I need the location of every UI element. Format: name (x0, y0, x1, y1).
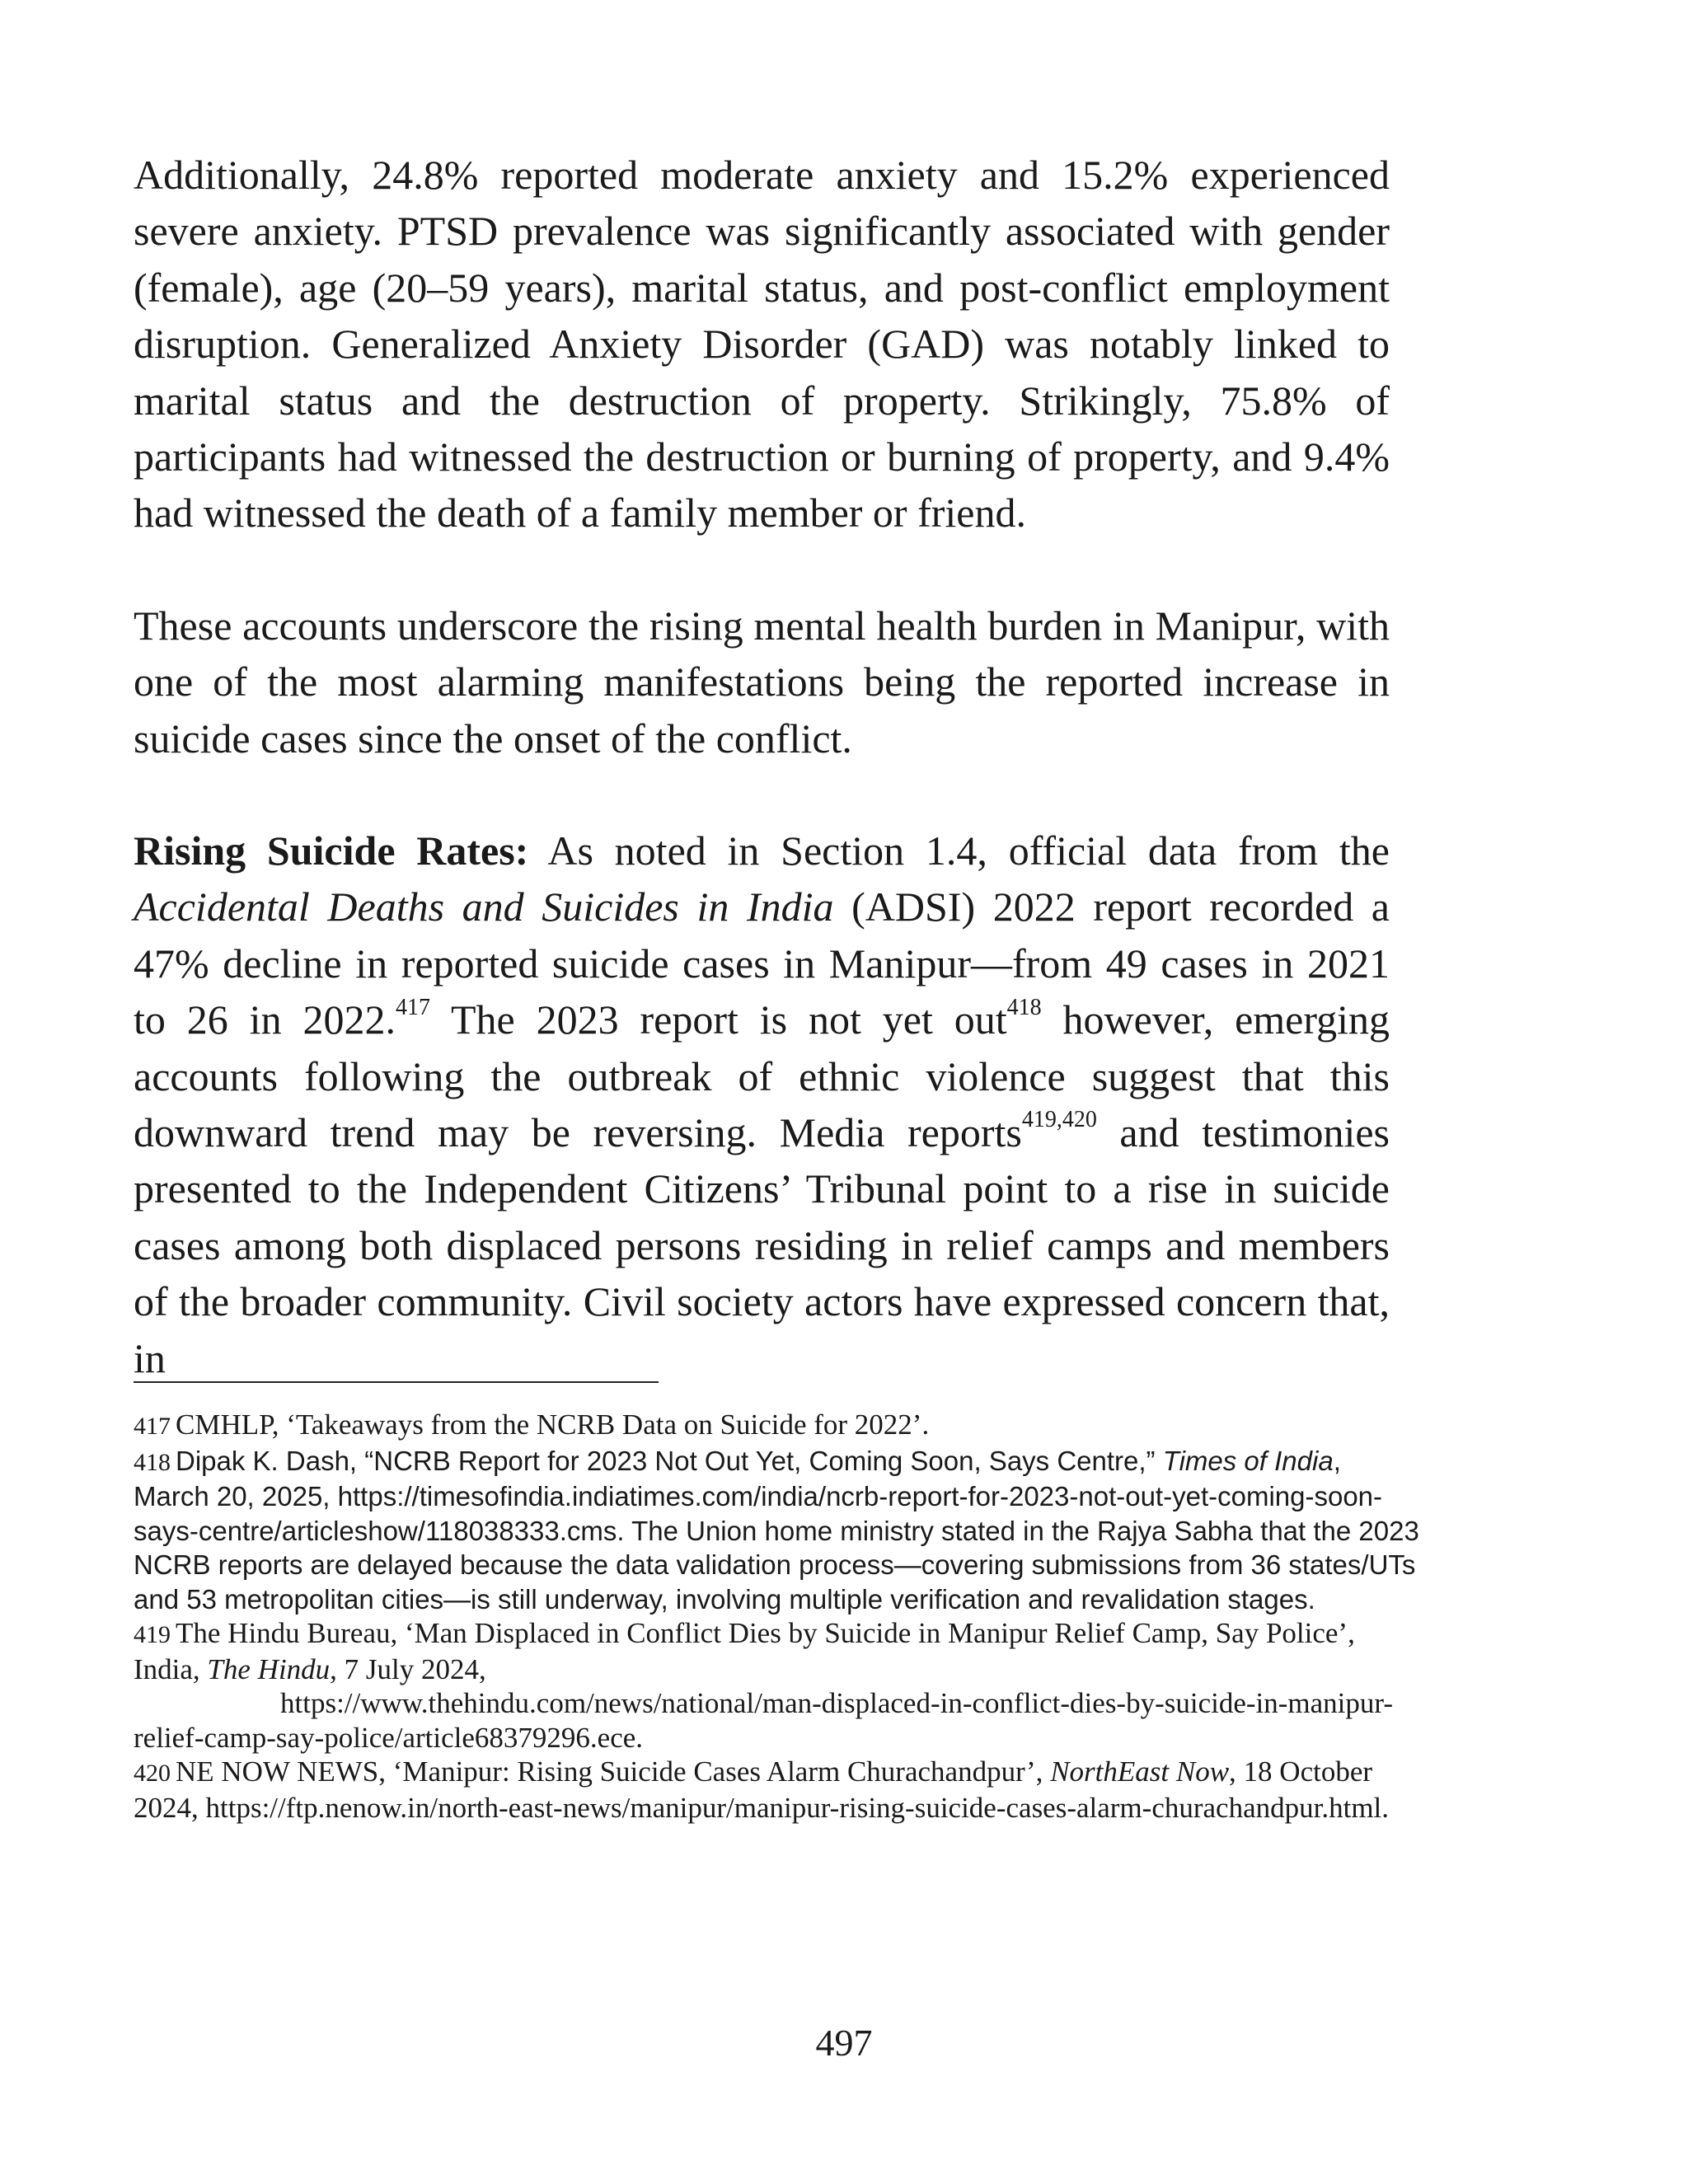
report-title: Accidental Deaths and Suicides in India (134, 883, 834, 930)
page-number: 497 (815, 2022, 873, 2064)
footnote-number: 420 (134, 1760, 171, 1787)
footnote-number: 419 (134, 1621, 171, 1648)
footnote-text: , 18 October 2024, https://ftp.nenow.in/north-east-news/manipur/manipur-rising-suicide-cases-alarm-churachandpur.html. (134, 1755, 1390, 1824)
footnote-ref-417[interactable]: 417 (395, 994, 430, 1020)
paragraph-text: As noted in Section 1.4, official data from the (528, 827, 1390, 874)
footnote-ref-419-420[interactable]: 419,420 (1021, 1107, 1097, 1133)
footnote-text: , 7 July 2024, (330, 1652, 486, 1685)
footnote-text: , March 20, 2025, https://timesofindia.indiatimes.com/india/ncrb-report-for-2023-not-out-yet-coming-soon-says-centre/articleshow/118038333.cms. The Union home ministry stated in the Rajya Sabha that the 2023 NCRB reports are delayed because the data validation process—covering submissions from 36 states/UTs and 53 metropolitan cities—is still underway, involving multiple verification and revalidation stages. (134, 1445, 1419, 1615)
footnote-text: CMHLP, ‘Takeaways from the NCRB Data on Suicide for 2022’. (176, 1408, 930, 1441)
footnote-number: 417 (134, 1413, 171, 1440)
footnote-text: Dipak K. Dash, “NCRB Report for 2023 Not Out Yet, Coming Soon, Says Centre,” (176, 1445, 1163, 1476)
paragraph-text: The 2023 report is not yet out (429, 996, 1007, 1043)
footnote-text: NE NOW NEWS, ‘Manipur: Rising Suicide Cases Alarm Churachandpur’, (176, 1755, 1051, 1788)
publication-title: Times of India (1162, 1445, 1334, 1476)
footnote-417 (134, 1408, 1419, 1444)
footnote-number: 418 (134, 1448, 171, 1476)
footnote-divider (134, 1381, 659, 1383)
section-lead-heading: Rising Suicide Rates: (134, 827, 529, 874)
paragraph-text: and testimonies presented to the Independent Citizens’ Tribunal point to a rise in suicide cases among both displaced persons residing in relief camps and members of the broader community. Civil society actors have expressed concern that, in (134, 1109, 1390, 1381)
footnote-418 (134, 1444, 1419, 1617)
footnotes-section (134, 1408, 1419, 1825)
footnote-ref-418[interactable]: 418 (1006, 994, 1042, 1020)
footnote-420 (134, 1755, 1419, 1825)
footnote-419 (134, 1616, 1419, 1755)
publication-title: The Hindu (207, 1652, 331, 1685)
footnote-text: The Hindu Bureau, ‘Man Displaced in Conflict Dies by Suicide in Manipur Relief Camp, Say Police’, India, (134, 1617, 1355, 1685)
paragraph-text: (ADSI) 2022 report recorded a 47% decline in reported suicide cases in Manipur—from 49 cases in 2021 to 26 in 2022. (134, 883, 1390, 1043)
paragraph-mental-health-burden: These accounts underscore the rising mental health burden in Manipur, with one of the most alarming manifestations being the reported increase in suicide cases since the onset of the conflict. (134, 602, 1390, 762)
paragraph-ptsd-findings: Additionally, 24.8% reported moderate anxiety and 15.2% experienced severe anxiety. PTSD prevalence was significantly associated with gender (female), age (20–59 years), marital status, and post-conflict employment disruption. Generalized Anxiety Disorder (GAD) was notably linked to marital status and the destruction of property. Strikingly, 75.8% of participants had witnessed the destruction or burning of property, and 9.4% had witnessed the death of a family member or friend. (134, 152, 1390, 537)
publication-title: NorthEast Now (1050, 1755, 1230, 1788)
paragraph-text: however, emerging accounts following the outbreak of ethnic violence suggest that this downward trend may be reversing. Media reports (134, 996, 1390, 1156)
footnote-url-link[interactable]: https://www.thehindu.com/news/national/man-displaced-in-conflict-dies-by-suicide-in-manipur-relief-camp-say-police/article68379296.ece. (134, 1687, 1394, 1754)
paragraph-rising-suicide-rates (134, 823, 1390, 1386)
